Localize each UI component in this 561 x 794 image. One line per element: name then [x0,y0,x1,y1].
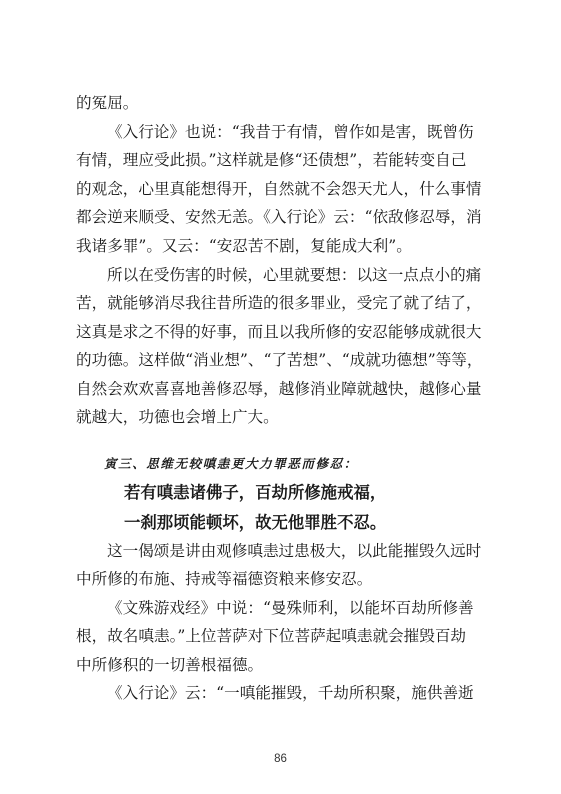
text-line: 有情，理应受此损。”这样就是修“还债想”，若能转变自己 [76,151,467,170]
paragraph-patience-merit [76,261,486,431]
verse-line: 若有嗔恚诸佛子，百劫所修施戒福， [124,483,387,502]
paragraph-manjushri-sutra [76,594,486,679]
text-line: 都会逆来顺受、安然无恙。《入行论》云：“依敌修忍辱，消 [76,208,482,227]
text-line: 的观念，心里真能想得开，自然就不会怨天尤人，什么事情 [76,179,482,198]
text-line: 根，故名嗔恚。”上位菩萨对下位菩萨起嗔恚就会摧毁百劫 [76,627,467,646]
text-line: 我诸多罪”。又云：“安忍苦不剧，复能成大利”。 [76,236,412,255]
text-line: 就越大，功德也会增上广大。 [76,408,279,427]
verse-line: 一刹那顷能顿坏，故无他罪胜不忍。 [124,513,387,532]
text-line: 这一偈颂是讲由观修嗔恚过患极大，以此能摧毁久远时 [107,542,482,560]
paragraph-bodhicharyavatara-quote [76,679,486,707]
paragraph-continuation [76,89,486,117]
paragraph-debt-repayment [76,118,486,260]
text-line: 《入行论》也说：“我昔于有情，曾作如是害，既曾伤 [107,123,474,141]
text-line: 这真是求之不得的好事，而且以我所修的安忍能够成就很大 [76,322,482,341]
text-line: 苦，就能够消尽我往昔所造的很多罪业，受完了就了结了， [76,294,482,313]
text-line: 所以在受伤害的时候，心里就要想：以这一点点小的痛 [107,266,482,284]
section-heading: 寅三、思维无较嗔恚更大力罪恶而修忍： [104,456,358,471]
text-line: 中所修积的一切善根福德。 [76,655,264,674]
text-line: 中所修的布施、持戒等福德资粮来修安忍。 [76,570,373,589]
paragraph-verse-explanation [76,537,486,594]
page-number: 86 [274,753,287,765]
text-line: 的功德。这样做“消业想”、“了苦想”、“成就功德想”等等， [76,351,483,370]
text-line: 《文殊游戏经》中说：“曼殊师利，以能坏百劫所修善 [107,599,474,617]
text-line: 的冤屈。 [76,94,139,112]
text-line: 自然会欢欢喜喜地善修忍辱，越修消业障就越快，越修心量 [76,379,482,398]
text-line: 《入行论》云：“一嗔能摧毁，千劫所积聚，施供善逝 [107,684,474,702]
